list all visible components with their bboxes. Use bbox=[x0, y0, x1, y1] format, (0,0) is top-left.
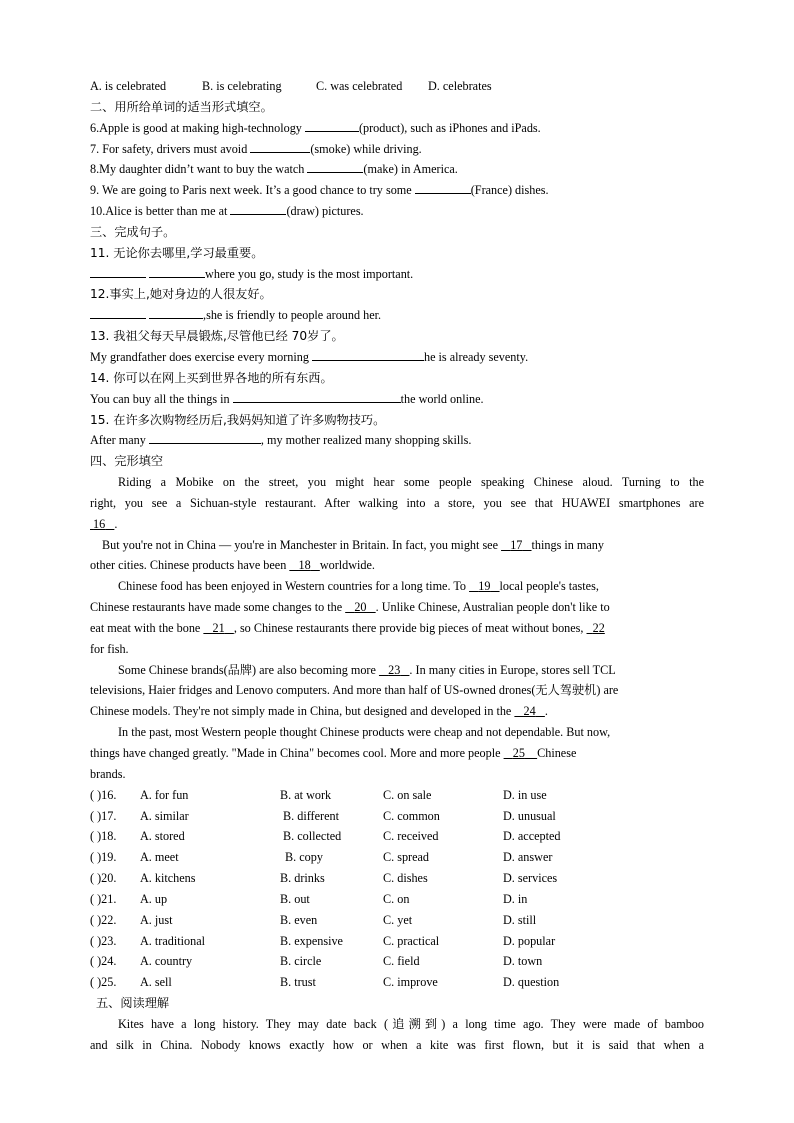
question-11-prompt: 11. 无论你去哪里,学习最重要。 bbox=[90, 245, 264, 260]
cloze-line: eat meat with the bone 21 , so Chinese restaurants there provide big pieces of meat without bones, 22 bbox=[90, 620, 605, 635]
answer-blank[interactable] bbox=[149, 264, 205, 278]
worksheet-page bbox=[90, 76, 704, 1056]
blank-20: 20 bbox=[354, 600, 367, 615]
blank-18: 18 bbox=[298, 558, 311, 573]
blank-23: 23 bbox=[388, 662, 401, 677]
cloze-line: Chinese restaurants have made some changes to the 20 . Unlike Chinese, Australian people don't like to bbox=[90, 600, 610, 615]
question-8: 8.My daughter didn’t want to buy the watch (make) in America. bbox=[90, 159, 704, 180]
cloze-line: right, you see a Sichuan-style restaurant. After walking into a store, you see that HUAWEI smartphones are bbox=[90, 495, 704, 510]
question-14-prompt: 14. 你可以在网上买到世界各地的所有东西。 bbox=[90, 370, 333, 385]
blank-19: 19 bbox=[478, 579, 491, 594]
option-row: ( )21. A. up B. out C. on D. in bbox=[90, 891, 528, 906]
option-row: ( )17. A. similar B. different C. common D. unusual bbox=[90, 808, 556, 823]
cloze-line: But you're not in China — you're in Manchester in Britain. In fact, you might see 17 things in many bbox=[102, 537, 604, 552]
blank-25: 25 bbox=[512, 746, 525, 760]
cloze-line: things have changed greatly. "Made in China" becomes cool. More and more people 25 Chinese bbox=[90, 746, 577, 760]
question-13-prompt: 13. 我祖父每天早晨锻炼,尽管他已经 70岁了。 bbox=[90, 329, 344, 344]
blank-17: 17 bbox=[510, 537, 523, 552]
question-7: 7. For safety, drivers must avoid (smoke) while driving. bbox=[90, 139, 704, 160]
answer-blank[interactable] bbox=[230, 201, 286, 215]
q5-option-a: A. is celebrated bbox=[90, 79, 167, 93]
cloze-line: Some Chinese brands(品牌) are also becoming more 23 . In many cities in Europe, stores sell TCL bbox=[118, 662, 616, 677]
question-11-answer: where you go, study is the most important. bbox=[90, 264, 704, 285]
option-row: ( )16. A. for fun B. at work C. on sale D. in use bbox=[90, 787, 547, 802]
blank-22: 22 bbox=[592, 620, 605, 635]
option-row: ( )24. A. country B. circle C. field D. town bbox=[90, 954, 543, 969]
cloze-line: for fish. bbox=[90, 641, 129, 656]
question-6: 6.Apple is good at making high-technology (product), such as iPhones and iPads. bbox=[90, 118, 704, 139]
blank-21: 21 bbox=[212, 620, 225, 635]
answer-blank[interactable] bbox=[415, 180, 471, 194]
q5-option-d: D. celebrates bbox=[428, 79, 492, 93]
q5-option-c: C. was celebrated bbox=[316, 79, 403, 93]
answer-blank[interactable] bbox=[149, 430, 261, 444]
answer-blank[interactable] bbox=[149, 305, 203, 319]
cloze-line: In the past, most Western people thought Chinese products were cheap and not dependable. But now, bbox=[118, 725, 611, 740]
section-5-title: 五、阅读理解 bbox=[96, 996, 170, 1011]
cloze-line: televisions, Haier fridges and Lenovo computers. And more than half of US-owned drones(无人驾驶机) are bbox=[90, 683, 619, 698]
section-3-title: 三、完成句子。 bbox=[90, 224, 176, 239]
answer-blank[interactable] bbox=[305, 118, 359, 132]
cloze-line: brands. bbox=[90, 766, 126, 781]
blank-16: 16 bbox=[93, 516, 106, 531]
q5-options bbox=[90, 76, 704, 97]
option-row: ( )23. A. traditional B. expensive C. practical D. popular bbox=[90, 933, 556, 948]
cloze-line: Riding a Mobike on the street, you might hear some people speaking Chinese aloud. Turning to the bbox=[118, 475, 704, 490]
answer-blank[interactable] bbox=[307, 159, 363, 173]
reading-line: Kites have a long history. They may date back (追溯到) a long time ago. They were made of bamboo bbox=[118, 1016, 704, 1031]
question-12-prompt: 12.事实上,她对身边的人很友好。 bbox=[90, 287, 272, 302]
option-row: ( )19. A. meet B. copy C. spread D. answer bbox=[90, 850, 553, 865]
option-row: ( )20. A. kitchens B. drinks C. dishes D. services bbox=[90, 871, 558, 886]
cloze-options bbox=[90, 785, 704, 993]
answer-blank[interactable] bbox=[233, 389, 401, 403]
option-row: ( )22. A. just B. even C. yet D. still bbox=[90, 912, 537, 927]
question-9: 9. We are going to Paris next week. It’s a good chance to try some (France) dishes. bbox=[90, 180, 704, 201]
cloze-line: Chinese models. They're not simply made in China, but designed and developed in the 24 . bbox=[90, 704, 548, 719]
blank-24: 24 bbox=[523, 704, 536, 719]
q5-option-b: B. is celebrating bbox=[202, 79, 282, 93]
reading-line: and silk in China. Nobody knows exactly how or when a kite was first flown, but it is said that when a bbox=[90, 1037, 704, 1052]
option-row: ( )25. A. sell B. trust C. improve D. question bbox=[90, 975, 560, 990]
question-14-answer: You can buy all the things in the world online. bbox=[90, 389, 704, 410]
question-10: 10.Alice is better than me at (draw) pictures. bbox=[90, 201, 704, 222]
cloze-line: 16 . bbox=[90, 514, 704, 535]
answer-blank[interactable] bbox=[312, 347, 424, 361]
section-2-title: 二、用所给单词的适当形式填空。 bbox=[90, 99, 273, 114]
question-12-answer: ,she is friendly to people around her. bbox=[90, 305, 704, 326]
section-4-title: 四、完形填空 bbox=[90, 454, 164, 469]
cloze-line: Chinese food has been enjoyed in Western countries for a long time. To 19 local people's tastes, bbox=[118, 579, 599, 594]
cloze-line: other cities. Chinese products have been 18 worldwide. bbox=[90, 558, 375, 573]
question-13-answer: My grandfather does exercise every morning he is already seventy. bbox=[90, 347, 704, 368]
answer-blank[interactable] bbox=[90, 305, 146, 319]
question-15-prompt: 15. 在许多次购物经历后,我妈妈知道了许多购物技巧。 bbox=[90, 412, 386, 427]
question-15-answer: After many , my mother realized many shopping skills. bbox=[90, 430, 704, 451]
answer-blank[interactable] bbox=[250, 139, 310, 153]
answer-blank[interactable] bbox=[90, 264, 146, 278]
option-row: ( )18. A. stored B. collected C. received D. accepted bbox=[90, 829, 561, 844]
